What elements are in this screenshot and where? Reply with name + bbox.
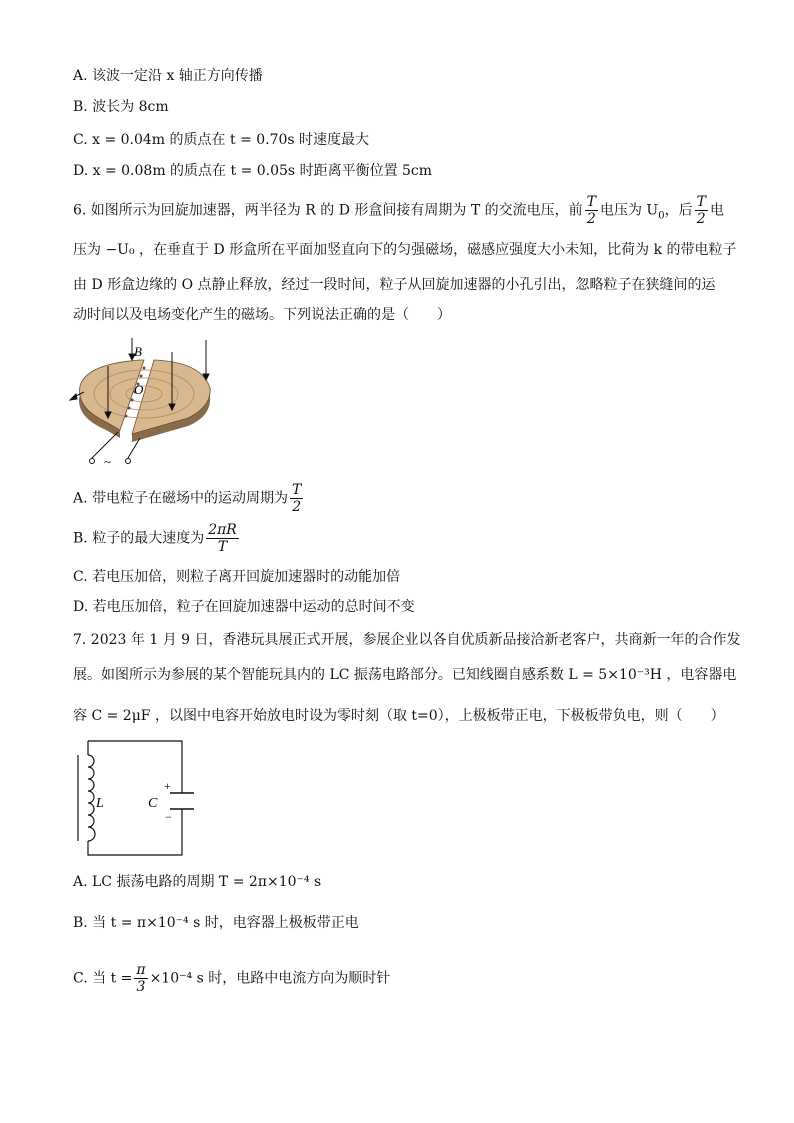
- q6-stem-text-a: 6. 如图所示为回旋加速器，两半径为 R 的 D 形盒间接有周期为 T 的交流电压，前: [73, 202, 583, 219]
- q6-option-b-fraction: $\frac{2\pi R}{T}$: [208, 522, 237, 555]
- q6-stem-line1: [73, 194, 724, 227]
- q6-option-c: C. 若电压加倍，则粒子离开回旋加速器时的动能加倍: [73, 569, 401, 585]
- lc-circuit-figure: [70, 735, 200, 861]
- field-label-b: B: [134, 344, 142, 359]
- q6-stem-text-d: 电: [709, 202, 724, 219]
- cyclotron-right-d: [132, 360, 210, 434]
- q6-stem-line4: 动时间以及电场变化产生的磁场。下列说法正确的是（ ）: [73, 307, 451, 323]
- q6-option-a-fraction: $\frac{T}{2}$: [292, 482, 302, 515]
- capacitor-plus-sign: +: [164, 779, 171, 793]
- capacitor-minus-sign: −: [165, 810, 172, 824]
- q7-option-a: A. LC 振荡电路的周期 T = 2π×10⁻⁴ s: [73, 874, 322, 890]
- q7-option-c-fraction: $\frac{\pi}{3}$: [136, 962, 146, 995]
- cyclotron-figure: [62, 336, 222, 472]
- q6-stem-text-b: 电压为 U: [599, 202, 659, 219]
- q6-option-b: [73, 522, 241, 555]
- q6-option-b-text: B. 粒子的最大速度为: [73, 530, 205, 547]
- q6-fraction-t-over-2-first: $\frac{T}{2}$: [586, 194, 596, 227]
- ac-symbol: ~: [104, 454, 112, 469]
- q6-option-a: [73, 482, 305, 515]
- point-label-o: O: [134, 382, 144, 397]
- inductor-coil: [88, 755, 95, 841]
- q5-option-c: C. x = 0.04m 的质点在 t = 0.70s 时速度最大: [73, 132, 370, 148]
- q5-option-d: D. x = 0.08m 的质点在 t = 0.05s 时距离平衡位置 5cm: [73, 163, 433, 179]
- q7-option-b: B. 当 t = π×10⁻⁴ s 时，电容器上极板带正电: [73, 915, 359, 931]
- q6-u-subscript: 0: [658, 210, 665, 222]
- capacitor-label-c: C: [148, 796, 158, 811]
- q7-stem-line1: 7. 2023 年 1 月 9 日，香港玩具展正式开展，参展企业以各自优质新品接洽新老客户，共商新一年的合作发: [73, 632, 741, 648]
- q7-option-c-pre: C. 当 t =: [73, 970, 133, 987]
- q6-stem-line3: 由 D 形盒边缘的 O 点静止释放，经过一段时间，粒子从回旋加速器的小孔引出，忽略粒子在狭缝间的运: [73, 277, 716, 293]
- q6-option-a-text: A. 带电粒子在磁场中的运动周期为: [73, 490, 289, 507]
- q6-fraction-t-over-2-second: $\frac{T}{2}$: [696, 194, 706, 227]
- q5-option-b: B. 波长为 8cm: [73, 99, 169, 115]
- q6-stem-text-c: ，后: [664, 202, 693, 219]
- q6-stem-line2: 压为 −U₀ ，在垂直于 D 形盒所在平面加竖直向下的匀强磁场，磁感应强度大小未知，比荷为 k 的带电粒子: [73, 242, 737, 258]
- inductor-label-l: L: [96, 796, 104, 811]
- q7-option-c: [73, 962, 390, 995]
- q7-option-c-post: ×10⁻⁴ s 时，电路中电流方向为顺时针: [149, 970, 391, 987]
- q5-option-a: A. 该波一定沿 x 轴正方向传播: [73, 68, 263, 84]
- q7-stem-line2: 展。如图所示为参展的某个智能玩具内的 LC 振荡电路部分。已知线圈自感系数 L = 5×10⁻³H ，电容器电: [73, 667, 737, 683]
- q7-stem-line3: 容 C = 2μF ，以图中电容开始放电时设为零时刻（取 t=0），上极板带正电，下极板带负电，则（ ）: [73, 708, 725, 724]
- q6-option-d: D. 若电压加倍，粒子在回旋加速器中运动的总时间不变: [73, 599, 415, 615]
